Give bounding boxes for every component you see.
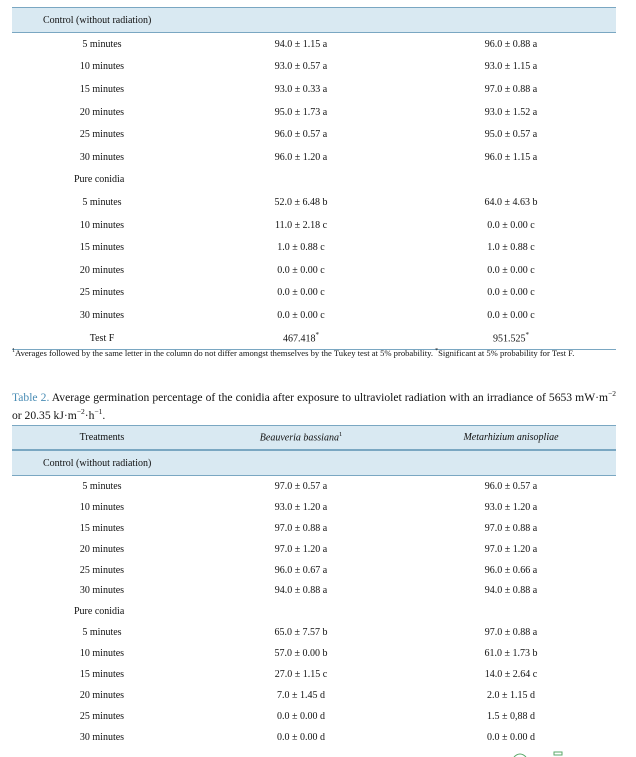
metarhizium-cell: 1.0 ± 0.88 c [487, 242, 535, 254]
header-metarhizium: Metarhizium anisopliae [463, 432, 559, 443]
table-row [12, 78, 616, 101]
metarhizium-cell: 96.0 ± 0.66 a [484, 564, 538, 576]
metarhizium-cell: 0.0 ± 0.00 d [487, 731, 535, 743]
beauveria-cell: 97.0 ± 0.57 a [274, 480, 328, 492]
test-f-label: Test F [89, 332, 115, 344]
beauveria-cell: 0.0 ± 0.00 c [277, 287, 325, 299]
metarhizium-cell: 0.0 ± 0.00 c [487, 264, 535, 276]
metarhizium-cell: 96.0 ± 0.88 a [484, 38, 538, 50]
metarhizium-cell: 96.0 ± 1.15 a [484, 151, 538, 163]
treatment-cell: 15 minutes [79, 668, 125, 680]
beauveria-cell: 93.0 ± 1.20 a [274, 501, 328, 513]
table-row [12, 304, 616, 327]
table-2-caption: Table 2. Average germination percentage of the conidia after exposure to ultraviolet radiation with an irradiance of 5653 $mW\cdot m^{-2}$ or 20.35 $kJ\cdot m^{-2}\cdot h^{-1}$. [12, 389, 616, 422]
table-row [12, 560, 616, 581]
test-f-beauveria: 467.418* [283, 331, 319, 345]
metarhizium-cell: 94.0 ± 0.88 a [484, 585, 538, 597]
treatment-cell: 5 minutes [82, 38, 122, 50]
beauveria-cell: 52.0 ± 6.48 b [274, 196, 328, 208]
treatment-cell: 5 minutes [82, 480, 122, 492]
beauveria-cell: 93.0 ± 0.33 a [274, 83, 328, 95]
control-rows [12, 33, 616, 169]
table-row [12, 236, 616, 259]
metarhizium-cell: 97.0 ± 0.88 a [484, 83, 538, 95]
page-corner-marks [512, 750, 572, 757]
pure-rows [12, 191, 616, 327]
treatment-cell: 10 minutes [79, 501, 125, 513]
beauveria-cell: 97.0 ± 1.20 a [274, 543, 328, 555]
treatment-cell: 30 minutes [79, 151, 125, 163]
metarhizium-cell: 97.0 ± 0.88 a [484, 627, 538, 639]
table-row [12, 259, 616, 282]
metarhizium-cell: 0.0 ± 0.00 c [487, 309, 535, 321]
pure-conidia-row [12, 169, 616, 192]
table-row [12, 518, 616, 539]
control-rows [12, 476, 616, 601]
metarhizium-cell: 95.0 ± 0.57 a [484, 129, 538, 141]
metarhizium-cell: 0.0 ± 0.00 c [487, 287, 535, 299]
beauveria-cell: 57.0 ± 0.00 b [274, 648, 328, 660]
beauveria-cell: 0.0 ± 0.00 c [277, 309, 325, 321]
table-row [12, 685, 616, 706]
metarhizium-cell: 61.0 ± 1.73 b [484, 648, 538, 660]
metarhizium-cell: 2.0 ± 1.15 d [487, 689, 535, 701]
table-1 [12, 7, 616, 350]
beauveria-cell: 1.0 ± 0.88 c [277, 242, 325, 254]
beauveria-cell: 0.0 ± 0.00 c [277, 264, 325, 276]
header-beauveria: Beauveria bassiana$^1$ [259, 431, 343, 444]
treatment-cell: 25 minutes [79, 287, 125, 299]
metarhizium-cell: 93.0 ± 1.15 a [484, 61, 538, 73]
treatment-cell: 30 minutes [79, 309, 125, 321]
table-row [12, 33, 616, 56]
table-row [12, 476, 616, 497]
treatment-cell: 25 minutes [79, 564, 125, 576]
treatment-cell: 10 minutes [79, 61, 125, 73]
metarhizium-cell: 64.0 ± 4.63 b [484, 196, 538, 208]
table-row [12, 101, 616, 124]
table-row [12, 664, 616, 685]
pure-conidia-label: Pure conidia [74, 174, 125, 186]
table-row [12, 706, 616, 727]
beauveria-cell: 0.0 ± 0.00 d [277, 710, 325, 722]
table-row [12, 191, 616, 214]
table-2 [12, 425, 616, 748]
table-row [12, 727, 616, 748]
beauveria-cell: 96.0 ± 0.57 a [274, 129, 328, 141]
beauveria-cell: 65.0 ± 7.57 b [274, 627, 328, 639]
treatment-cell: 30 minutes [79, 731, 125, 743]
metarhizium-cell: 93.0 ± 1.20 a [484, 501, 538, 513]
control-label: Control (without radiation) [43, 14, 152, 26]
treatment-cell: 25 minutes [79, 710, 125, 722]
metarhizium-cell: 14.0 ± 2.64 c [484, 668, 538, 680]
table-row [12, 497, 616, 518]
table-2-header [12, 425, 616, 450]
metarhizium-cell: 97.0 ± 1.20 a [484, 543, 538, 555]
beauveria-cell: 94.0 ± 1.15 a [274, 38, 328, 50]
treatment-cell: 10 minutes [79, 648, 125, 660]
metarhizium-cell: 96.0 ± 0.57 a [484, 480, 538, 492]
table-row [12, 214, 616, 237]
table-row [12, 643, 616, 664]
pure-conidia-label: Pure conidia [74, 606, 125, 618]
beauveria-cell: 93.0 ± 0.57 a [274, 61, 328, 73]
table-row [12, 539, 616, 560]
table-row [12, 146, 616, 169]
pure-conidia-row [12, 601, 616, 622]
beauveria-cell: 97.0 ± 0.88 a [274, 522, 328, 534]
table-row [12, 580, 616, 601]
treatment-cell: 20 minutes [79, 106, 125, 118]
table-row [12, 56, 616, 79]
table-1-footnote: $^1$Averages followed by the same letter in the column do not differ amongst themselves by the Tukey test at 5% probability. *Significant at 5% probability for Test F. [12, 347, 575, 358]
test-f-metarhizium: 951.525* [493, 331, 529, 345]
metarhizium-cell: 93.0 ± 1.52 a [484, 106, 538, 118]
control-label: Control (without radiation) [43, 457, 152, 469]
treatment-cell: 10 minutes [79, 219, 125, 231]
beauveria-cell: 94.0 ± 0.88 a [274, 585, 328, 597]
table-2-label[interactable]: Table 2. [12, 390, 50, 404]
beauveria-cell: 96.0 ± 0.67 a [274, 564, 328, 576]
metarhizium-cell: 0.0 ± 0.00 c [487, 219, 535, 231]
treatment-cell: 20 minutes [79, 264, 125, 276]
treatment-cell: 5 minutes [82, 627, 122, 639]
metarhizium-cell: 97.0 ± 0.88 a [484, 522, 538, 534]
treatment-cell: 30 minutes [79, 585, 125, 597]
pure-rows [12, 622, 616, 747]
control-group-header [12, 450, 616, 476]
treatment-cell: 25 minutes [79, 129, 125, 141]
treatment-cell: 15 minutes [79, 522, 125, 534]
treatment-cell: 20 minutes [79, 689, 125, 701]
table-row [12, 123, 616, 146]
beauveria-cell: 96.0 ± 1.20 a [274, 151, 328, 163]
beauveria-cell: 0.0 ± 0.00 d [277, 731, 325, 743]
beauveria-cell: 11.0 ± 2.18 c [274, 219, 328, 231]
treatment-cell: 15 minutes [79, 242, 125, 254]
treatment-cell: 20 minutes [79, 543, 125, 555]
beauveria-cell: 27.0 ± 1.15 c [274, 668, 328, 680]
control-group-header [12, 7, 616, 33]
table-row [12, 282, 616, 305]
treatment-cell: 5 minutes [82, 196, 122, 208]
beauveria-cell: 7.0 ± 1.45 d [277, 689, 325, 701]
treatment-cell: 15 minutes [79, 83, 125, 95]
beauveria-cell: 95.0 ± 1.73 a [274, 106, 328, 118]
table-row [12, 622, 616, 643]
header-treatments: Treatments [79, 432, 125, 443]
metarhizium-cell: 1.5 ± 0,88 d [487, 710, 535, 722]
